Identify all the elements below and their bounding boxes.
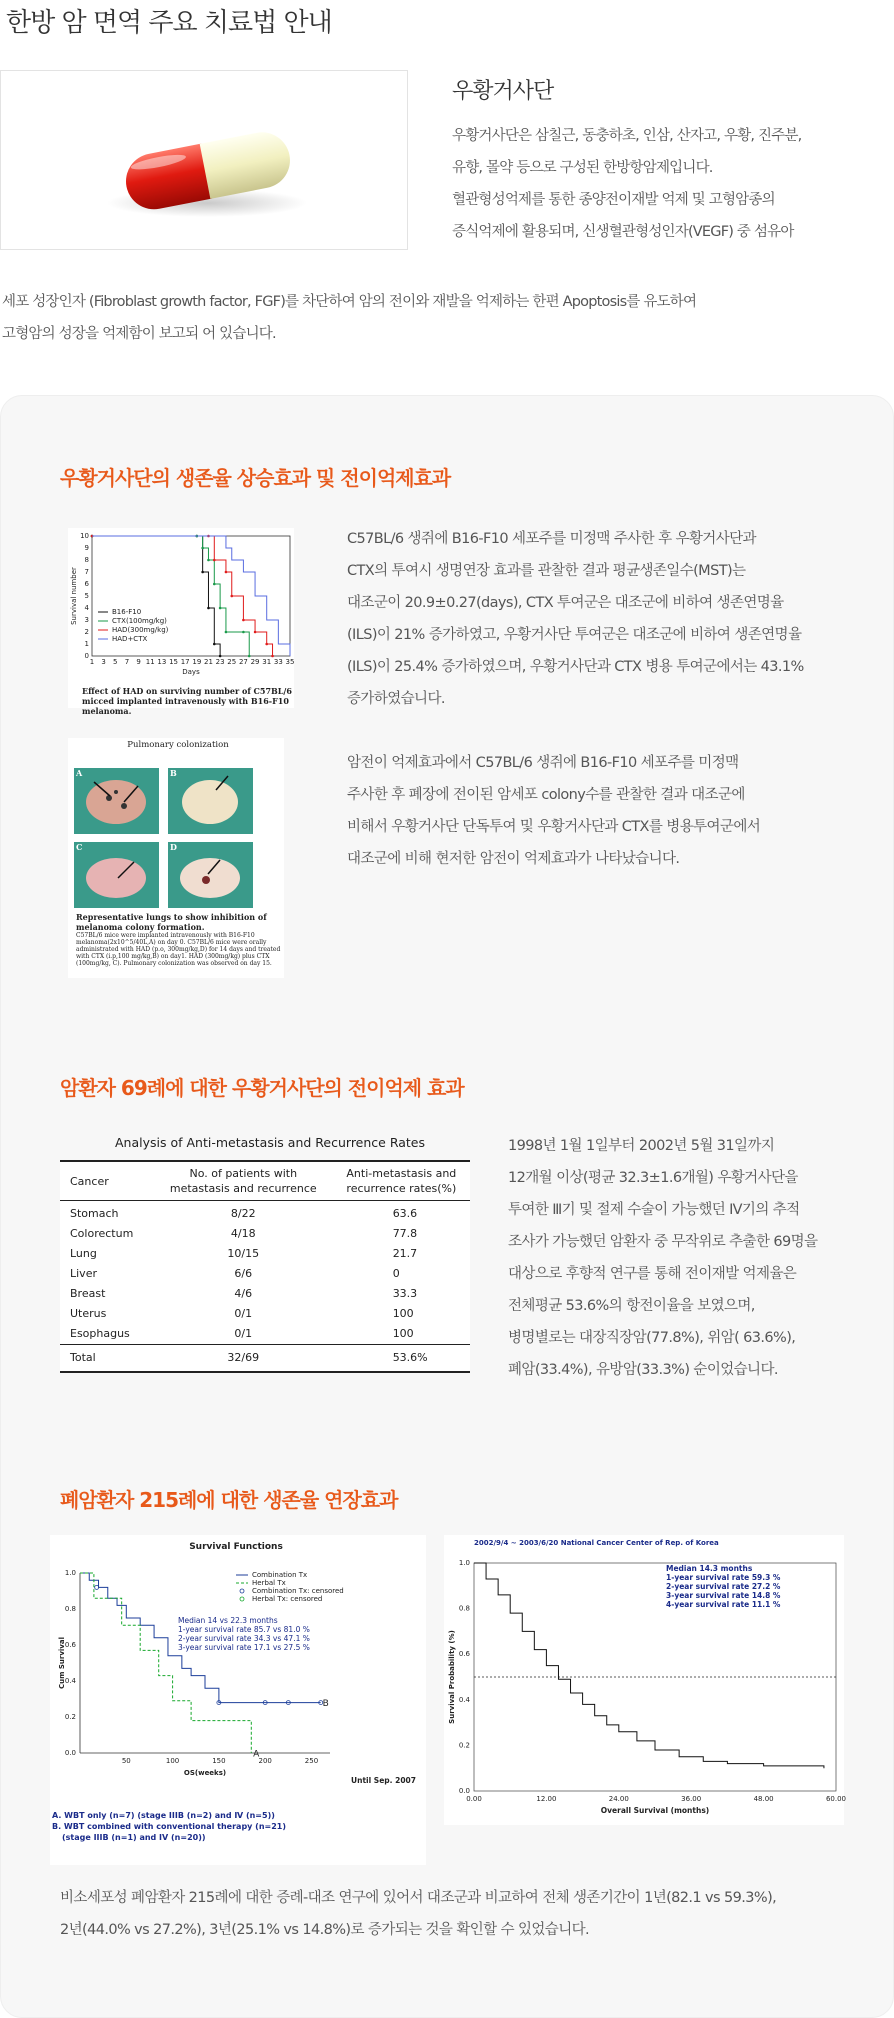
survival-number-chart xyxy=(68,528,294,708)
survival-stat-line: 3-year survival rate 17.1 vs 27.5 % xyxy=(178,1643,310,1652)
survival-stat-line: Median 14.3 months xyxy=(666,1564,753,1573)
table-row xyxy=(60,1201,470,1225)
x-axis-label: OS(weeks) xyxy=(183,1769,227,1777)
overall-survival-chart xyxy=(444,1535,847,1825)
col-header-rates: Anti-metastasis and recurrence rates(%) xyxy=(346,1167,457,1195)
figure-survival-number xyxy=(68,528,295,716)
y-tick-label: 0.4 xyxy=(458,1695,470,1704)
x-tick-label: 3 xyxy=(101,658,106,666)
y-tick-label: 8 xyxy=(84,556,89,564)
product-description-continued: 세포 성장인자 (Fibroblast growth factor, FGF)를 차단하여 암의 전이와 재발을 억제하는 한편 Apoptosis를 유도하여 고형암의 성장을 억제함이 보고되 어 있습니다. xyxy=(2,294,697,342)
metastasis-table-figure xyxy=(60,1135,474,1373)
y-tick-label: 0.8 xyxy=(458,1604,470,1613)
survival-stat-line: 2-year survival rate 34.3 vs 47.1 % xyxy=(178,1634,310,1643)
section1-paragraph1: C57BL/6 생쥐에 B16-F10 세포주를 미정맥 주사한 후 우황거사단과 CTX의 투여시 생명연장 효과를 관찰한 결과 평균생존일수(MST)는 대조군이 20.9±0.27(days), CTX 투여군은 대조군에 비하여 생존연명율 (ILS)이 21% 증가하였고, 우황거사단 투여군은 대조군에 비하여 생존연명율 (ILS)이 25.4% 증가하였으며, 우황거사단과 CTX 병용 투여군에서는 43.1% 증가하였습니다. xyxy=(347,531,804,707)
x-tick-label: 5 xyxy=(113,658,118,666)
y-tick-label: 0.2 xyxy=(64,1713,76,1721)
capsule-icon xyxy=(1,71,407,249)
y-tick-label: 0.6 xyxy=(458,1650,470,1659)
total-patients: 32/69 xyxy=(227,1351,260,1364)
data-point xyxy=(225,571,228,574)
x-tick-label: 100 xyxy=(165,1757,180,1765)
col-header-cancer: Cancer xyxy=(70,1174,109,1188)
table-title: Analysis of Anti-metastasis and Recurrence Rates xyxy=(114,1135,426,1150)
y-tick-label: 7 xyxy=(84,568,89,576)
data-point xyxy=(271,655,274,658)
panel-label-a: A xyxy=(76,768,83,778)
cell-rate: 21.7 xyxy=(392,1247,418,1260)
x-tick-label: 250 xyxy=(304,1757,319,1765)
cell-patients: 0/1 xyxy=(234,1327,253,1340)
legend-label: Herbal Tx xyxy=(252,1579,286,1587)
data-point xyxy=(213,583,216,586)
data-point xyxy=(219,607,222,610)
cell-rate: 100 xyxy=(392,1327,414,1340)
cell-rate: 33.3 xyxy=(392,1287,418,1300)
cell-cancer: Esophagus xyxy=(70,1327,130,1340)
data-point xyxy=(213,643,216,646)
product-name: 우황거사단 xyxy=(452,79,554,104)
data-point xyxy=(225,631,228,634)
cell-rate: 100 xyxy=(392,1307,414,1320)
table-row xyxy=(60,1224,470,1244)
x-tick-label: 9 xyxy=(136,658,141,666)
data-point xyxy=(248,655,251,658)
x-tick-label: 48.00 xyxy=(753,1795,774,1803)
table-row xyxy=(60,1324,470,1345)
figure-survival-functions xyxy=(50,1535,426,1865)
x-tick-label: 11 xyxy=(145,658,155,666)
survival-functions-chart xyxy=(50,1535,426,1865)
y-tick-label: 1 xyxy=(84,640,89,648)
total-rate: 53.6% xyxy=(392,1351,428,1364)
y-tick-label: 1.0 xyxy=(64,1569,76,1577)
product-image xyxy=(0,70,408,250)
section2-text: 1998년 1월 1일부터 2002년 5월 31일까지 12개월 이상(평균 32.3±1.6개월) 우황거사단을 투여한 Ⅲ기 및 절제 수술이 가능했던 Ⅳ기의 추적 조사가 가능했던 암환자 중 무작위로 추출한 69명을 대상으로 후향적 연구를 통해 전이재발 억제율은 전체평균 53.6%의 항전이율을 보였으며, 병명별로는 대장직장암(77.8%), 위암( 63.6%), 폐암(33.4%), 유방암(33.3%) 순이었습니다. xyxy=(508,1138,818,1378)
cell-patients: 10/15 xyxy=(227,1247,260,1260)
cell-cancer: Breast xyxy=(70,1287,106,1300)
patient-group-note: (stage IIIB (n=1) and IV (n=20)) xyxy=(62,1833,206,1842)
series-line-herbal xyxy=(80,1573,251,1753)
panel-label-b: B xyxy=(170,768,177,778)
section3-title: 폐암환자 215례에 대한 생존율 연장효과 xyxy=(60,1488,398,1512)
chart-title: 2002/9/4 ~ 2003/6/20 National Cancer Center of Rep. of Korea xyxy=(474,1539,719,1547)
section2-title: 암환자 69례에 대한 우황거사단의 전이억제 효과 xyxy=(60,1076,464,1100)
product-description: 우황거사단은 삼칠근, 동충하초, 인삼, 산자고, 우황, 진주분, 유향, 몰약 등으로 구성된 한방항암제입니다. 혈관형성억제를 통한 종양전이재발 억제 및 고형암종의 증식억제에 활용되며, 신생혈관형성인자(VEGF) 중 섬유아 xyxy=(452,128,802,240)
data-point xyxy=(207,607,210,610)
cell-cancer: Uterus xyxy=(70,1307,107,1320)
y-tick-label: 0.6 xyxy=(64,1641,76,1649)
x-tick-label: 35 xyxy=(285,658,295,666)
y-tick-label: 0 xyxy=(84,652,89,660)
x-tick-label: 21 xyxy=(204,658,213,666)
table-row xyxy=(60,1304,470,1324)
y-axis-label: Cum Survival xyxy=(58,1637,66,1689)
cell-cancer: Lung xyxy=(70,1247,97,1260)
curve-label-b: B xyxy=(322,1699,329,1710)
figure-pulmonary-colonization xyxy=(68,738,284,978)
y-tick-label: 10 xyxy=(80,532,89,540)
lung-photo-c xyxy=(74,842,159,908)
y-tick-label: 0.4 xyxy=(64,1677,76,1685)
x-tick-label: 31 xyxy=(262,658,272,666)
y-tick-label: 0.8 xyxy=(64,1605,76,1613)
y-axis-label: Survival number xyxy=(70,567,78,625)
y-tick-label: 4 xyxy=(84,604,89,612)
legend-label: CTX(100mg/kg) xyxy=(112,617,167,625)
cell-cancer: Stomach xyxy=(70,1207,119,1220)
cell-patients: 0/1 xyxy=(234,1307,253,1320)
x-tick-label: 36.00 xyxy=(681,1795,702,1803)
cell-rate: 63.6 xyxy=(392,1207,418,1220)
data-point xyxy=(242,619,245,622)
legend-label: Combination Tx: censored xyxy=(252,1587,344,1595)
legend-label: HAD(300mg/kg) xyxy=(112,626,169,634)
curve-label-a: A xyxy=(253,1749,260,1760)
cell-patients: 4/6 xyxy=(234,1287,253,1300)
survival-stat-line: 1-year survival rate 59.3 % xyxy=(666,1573,781,1582)
x-tick-label: 200 xyxy=(258,1757,272,1765)
y-tick-label: 1.0 xyxy=(458,1559,470,1567)
cell-cancer: Colorectum xyxy=(70,1227,134,1240)
data-point xyxy=(242,631,245,634)
x-axis-label: Overall Survival (months) xyxy=(600,1806,710,1815)
x-tick-label: 27 xyxy=(238,658,248,666)
figure1-caption: Effect of HAD on surviving number of C57BL/6 micced implanted intravenously with B16-F10 melanoma. xyxy=(82,686,292,716)
col-header-patients: No. of patients with metastasis and recurrence xyxy=(169,1167,317,1195)
x-tick-label: 0.00 xyxy=(466,1795,482,1803)
lung-photo-a xyxy=(74,768,159,834)
data-point xyxy=(265,643,268,646)
figure2-caption-heading: Representative lungs to show inhibition of melanoma colony formation. xyxy=(76,912,267,932)
section3-text: 비소세포성 폐암환자 215례에 대한 증례-대조 연구에 있어서 대조군과 비교하여 전체 생존기간이 1년(82.1 vs 59.3%), 2년(44.0% vs 27.2%), 3년(25.1% vs 14.8%)로 증가되는 것을 확인할 수 있었습니다. xyxy=(60,1890,777,1938)
x-tick-label: 19 xyxy=(192,658,202,666)
table-total-row xyxy=(60,1345,470,1373)
section1-title: 우황거사단의 생존율 상승효과 및 전이억제효과 xyxy=(60,466,451,490)
survival-stat-line: 3-year survival rate 14.8 % xyxy=(666,1591,781,1600)
cell-rate: 0 xyxy=(392,1267,400,1280)
legend-label: Combination Tx xyxy=(252,1571,308,1579)
x-tick-label: 24.00 xyxy=(608,1795,629,1803)
x-tick-label: 15 xyxy=(169,658,178,666)
panel-label-d: D xyxy=(170,842,177,852)
chart-footnote: Until Sep. 2007 xyxy=(351,1776,416,1785)
y-axis-label: Survival Probability (%) xyxy=(448,1630,456,1724)
y-tick-label: 6 xyxy=(84,580,89,588)
lung-photo-d xyxy=(168,842,253,908)
x-tick-label: 50 xyxy=(121,1757,131,1765)
y-tick-label: 9 xyxy=(84,544,89,552)
metastasis-table xyxy=(60,1160,470,1373)
legend-swatch xyxy=(240,1589,244,1593)
x-tick-label: 33 xyxy=(273,658,283,666)
survival-stat-line: 1-year survival rate 85.7 vs 81.0 % xyxy=(178,1625,310,1634)
patient-group-note: A. WBT only (n=7) (stage IIIB (n=2) and Ⅳ (n=5)) xyxy=(52,1811,275,1820)
table-row xyxy=(60,1244,470,1264)
y-tick-label: 0.0 xyxy=(458,1787,470,1795)
lung-photo-b xyxy=(168,768,253,834)
cell-patients: 6/6 xyxy=(234,1267,253,1280)
data-point xyxy=(230,595,233,598)
data-point xyxy=(219,655,222,658)
legend-label: HAD+CTX xyxy=(112,635,148,643)
section1-paragraph2: 암전이 억제효과에서 C57BL/6 생쥐에 B16-F10 세포주를 미정맥 주사한 후 폐장에 전이된 암세포 colony수를 관찰한 결과 대조군에 비해서 우황거사단 단독투여 및 우황거사단과 CTX를 병용투여군에서 대조군에 비해 현저한 암전이 억제효과가 나타났습니다. xyxy=(347,755,761,867)
survival-stat-line: 4-year survival rate 11.1 % xyxy=(666,1600,781,1609)
x-tick-label: 29 xyxy=(250,658,260,666)
legend-label: B16-F10 xyxy=(112,608,142,616)
x-tick-label: 150 xyxy=(212,1757,226,1765)
data-point xyxy=(201,571,204,574)
data-point xyxy=(213,559,216,562)
x-tick-label: 17 xyxy=(180,658,190,666)
y-tick-label: 2 xyxy=(84,628,89,636)
survival-stat-line: 2-year survival rate 27.2 % xyxy=(666,1582,781,1591)
y-tick-label: 0.0 xyxy=(64,1749,76,1757)
legend-swatch xyxy=(240,1597,244,1601)
figure2-caption-text: C57BL/6 mice were implanted intravenously with B16-F10 melanoma(2x10^5/40L,A) on day 0. C57BL/6 mice were orally administrated with HAD (p.o, 300mg/kg,D) for 14 days and treated with CTX (i.p,100 mg/kg,B) on day1. HAD (300mg/kg) plus CTX (100mg/kg, C). Pulmonary colonization was observed on day 15. xyxy=(76,932,281,967)
x-tick-label: 60.00 xyxy=(825,1795,847,1803)
page-title: 한방 암 면역 주요 치료법 안내 xyxy=(6,8,332,38)
data-point xyxy=(207,559,210,562)
cell-patients: 8/22 xyxy=(230,1207,256,1220)
cell-patients: 4/18 xyxy=(230,1227,256,1240)
panel-label-c: C xyxy=(76,842,83,852)
patient-group-note: B. WBT combined with conventional therapy (n=21) xyxy=(52,1822,287,1831)
cell-rate: 77.8 xyxy=(392,1227,418,1240)
figure-overall-survival xyxy=(444,1535,847,1825)
survival-stat-line: Median 14 vs 22.3 months xyxy=(178,1616,278,1625)
x-tick-label: 13 xyxy=(157,658,167,666)
table-row xyxy=(60,1284,470,1304)
x-tick-label: 25 xyxy=(227,658,237,666)
cell-cancer: Liver xyxy=(70,1267,97,1280)
x-tick-label: 7 xyxy=(124,658,130,666)
x-axis-label: Days xyxy=(182,668,200,676)
total-label: Total xyxy=(70,1351,96,1364)
chart-title: Survival Functions xyxy=(189,1542,283,1552)
data-point xyxy=(254,631,257,634)
y-tick-label: 0.2 xyxy=(458,1741,470,1750)
data-point xyxy=(201,547,204,550)
figure2-title: Pulmonary colonization xyxy=(127,740,229,750)
x-tick-label: 23 xyxy=(215,658,225,666)
legend-label: Herbal Tx: censored xyxy=(252,1595,323,1603)
y-tick-label: 5 xyxy=(84,592,89,600)
x-tick-label: 12.00 xyxy=(536,1795,557,1803)
table-row xyxy=(60,1264,470,1284)
y-tick-label: 3 xyxy=(84,616,89,624)
x-tick-label: 1 xyxy=(89,658,95,666)
